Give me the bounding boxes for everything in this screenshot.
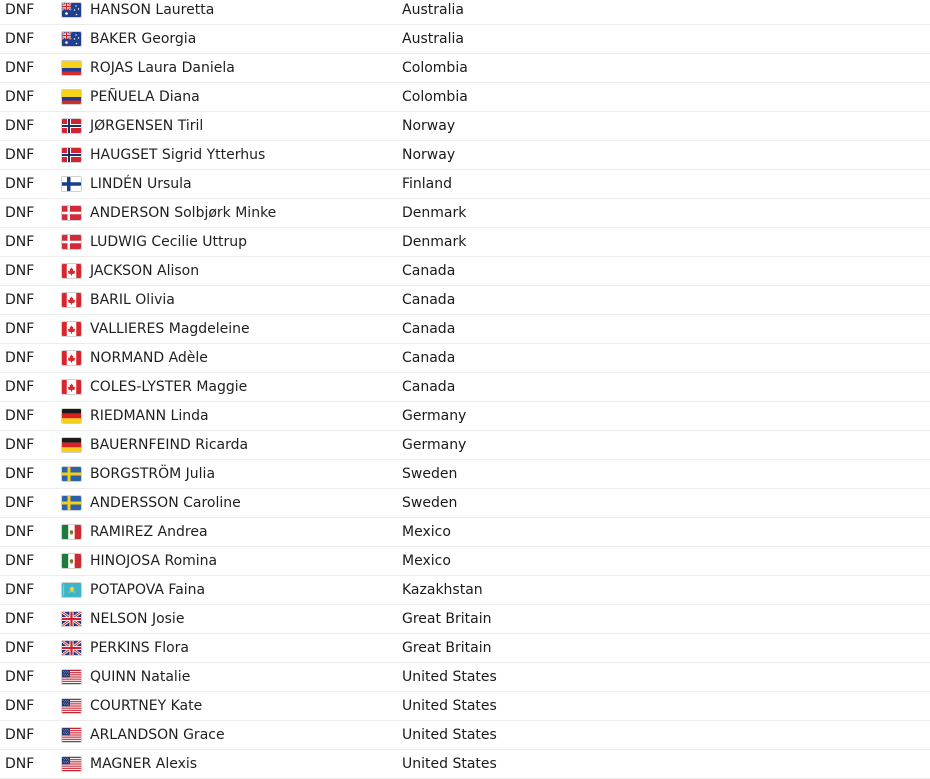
table-row bbox=[0, 576, 930, 605]
rank-cell: DNF bbox=[5, 698, 35, 714]
team-name-link[interactable]: Sweden bbox=[402, 466, 458, 482]
table-row bbox=[0, 141, 930, 170]
rank-cell: DNF bbox=[5, 756, 35, 772]
rider-name-link[interactable]: ARLANDSON Grace bbox=[90, 727, 225, 743]
united-states-flag-icon bbox=[62, 757, 81, 771]
rider-name-link[interactable]: NORMAND Adèle bbox=[90, 350, 208, 366]
rider-name-link[interactable]: BARIL Olivia bbox=[90, 292, 175, 308]
team-name-link[interactable]: United States bbox=[402, 669, 497, 685]
rider-name-link[interactable]: LINDÉN Ursula bbox=[90, 176, 192, 192]
rider-name-link[interactable]: VALLIERES Magdeleine bbox=[90, 321, 250, 337]
table-row bbox=[0, 344, 930, 373]
table-row bbox=[0, 286, 930, 315]
rider-name-link[interactable]: ANDERSON Solbjørk Minke bbox=[90, 205, 277, 221]
rank-cell: DNF bbox=[5, 89, 35, 105]
rank-cell: DNF bbox=[5, 611, 35, 627]
table-row bbox=[0, 489, 930, 518]
rider-name-link[interactable]: HANSON Lauretta bbox=[90, 2, 215, 18]
team-name-link[interactable]: Canada bbox=[402, 379, 456, 395]
rider-name-link[interactable]: NELSON Josie bbox=[90, 611, 185, 627]
rider-name-link[interactable]: RAMIREZ Andrea bbox=[90, 524, 208, 540]
rank-cell: DNF bbox=[5, 495, 35, 511]
rank-cell: DNF bbox=[5, 292, 35, 308]
team-name-link[interactable]: United States bbox=[402, 756, 497, 772]
rank-cell: DNF bbox=[5, 31, 35, 47]
rider-name-link[interactable]: JACKSON Alison bbox=[90, 263, 200, 279]
team-name-link[interactable]: Canada bbox=[402, 292, 456, 308]
sweden-flag-icon bbox=[62, 496, 81, 510]
table-row bbox=[0, 257, 930, 286]
table-row bbox=[0, 0, 930, 25]
table-row bbox=[0, 112, 930, 141]
rider-name-link[interactable]: COLES-LYSTER Maggie bbox=[90, 379, 248, 395]
germany-flag-icon bbox=[62, 438, 81, 452]
table-row bbox=[0, 750, 930, 779]
rider-name-link[interactable]: PERKINS Flora bbox=[90, 640, 189, 656]
team-name-link[interactable]: Denmark bbox=[402, 205, 467, 221]
rider-name-link[interactable]: HAUGSET Sigrid Ytterhus bbox=[90, 147, 266, 163]
rider-name-link[interactable]: BAKER Georgia bbox=[90, 31, 197, 47]
table-row bbox=[0, 634, 930, 663]
rank-cell: DNF bbox=[5, 727, 35, 743]
team-name-link[interactable]: Canada bbox=[402, 350, 456, 366]
rank-cell: DNF bbox=[5, 408, 35, 424]
rider-name-link[interactable]: COURTNEY Kate bbox=[90, 698, 203, 714]
australia-flag-icon bbox=[62, 3, 81, 17]
denmark-flag-icon bbox=[62, 206, 81, 220]
team-name-link[interactable]: Mexico bbox=[402, 524, 451, 540]
team-name-link[interactable]: Finland bbox=[402, 176, 453, 192]
rider-name-link[interactable]: MAGNER Alexis bbox=[90, 756, 198, 772]
canada-flag-icon bbox=[62, 293, 81, 307]
team-name-link[interactable]: Germany bbox=[402, 437, 467, 453]
team-name-link[interactable]: Germany bbox=[402, 408, 467, 424]
table-row bbox=[0, 663, 930, 692]
rider-name-link[interactable]: LUDWIG Cecilie Uttrup bbox=[90, 234, 247, 250]
rank-cell: DNF bbox=[5, 640, 35, 656]
team-name-link[interactable]: Great Britain bbox=[402, 640, 492, 656]
colombia-flag-icon bbox=[62, 61, 81, 75]
team-name-link[interactable]: Canada bbox=[402, 321, 456, 337]
team-name-link[interactable]: United States bbox=[402, 727, 497, 743]
rank-cell: DNF bbox=[5, 60, 35, 76]
rank-cell: DNF bbox=[5, 2, 35, 18]
team-name-link[interactable]: Colombia bbox=[402, 60, 468, 76]
kazakhstan-flag-icon bbox=[62, 583, 81, 597]
finland-flag-icon bbox=[62, 177, 81, 191]
rider-name-link[interactable]: HINOJOSA Romina bbox=[90, 553, 218, 569]
rank-cell: DNF bbox=[5, 669, 35, 685]
rank-cell: DNF bbox=[5, 147, 35, 163]
rider-name-link[interactable]: BAUERNFEIND Ricarda bbox=[90, 437, 249, 453]
rider-name-link[interactable]: BORGSTRÖM Julia bbox=[90, 466, 216, 482]
germany-flag-icon bbox=[62, 409, 81, 423]
rider-name-link[interactable]: ANDERSSON Caroline bbox=[90, 495, 241, 511]
table-row bbox=[0, 460, 930, 489]
table-row bbox=[0, 431, 930, 460]
rank-cell: DNF bbox=[5, 118, 35, 134]
rank-cell: DNF bbox=[5, 234, 35, 250]
rank-cell: DNF bbox=[5, 379, 35, 395]
team-name-link[interactable]: Denmark bbox=[402, 234, 467, 250]
rider-name-link[interactable]: POTAPOVA Faina bbox=[90, 582, 206, 598]
team-name-link[interactable]: Mexico bbox=[402, 553, 451, 569]
rider-name-link[interactable]: QUINN Natalie bbox=[90, 669, 191, 685]
table-row bbox=[0, 54, 930, 83]
table-row bbox=[0, 721, 930, 750]
norway-flag-icon bbox=[62, 119, 81, 133]
table-row bbox=[0, 83, 930, 112]
canada-flag-icon bbox=[62, 322, 81, 336]
united-states-flag-icon bbox=[62, 670, 81, 684]
great-britain-flag-icon bbox=[62, 641, 81, 655]
rank-cell: DNF bbox=[5, 553, 35, 569]
australia-flag-icon bbox=[62, 32, 81, 46]
team-name-link[interactable]: Kazakhstan bbox=[402, 582, 483, 598]
norway-flag-icon bbox=[62, 148, 81, 162]
table-row bbox=[0, 547, 930, 576]
table-row bbox=[0, 373, 930, 402]
team-name-link[interactable]: Norway bbox=[402, 147, 456, 163]
team-name-link[interactable]: Sweden bbox=[402, 495, 458, 511]
rider-name-link[interactable]: ROJAS Laura Daniela bbox=[90, 60, 235, 76]
rank-cell: DNF bbox=[5, 350, 35, 366]
sweden-flag-icon bbox=[62, 467, 81, 481]
rank-cell: DNF bbox=[5, 582, 35, 598]
team-name-link[interactable]: Norway bbox=[402, 118, 456, 134]
rank-cell: DNF bbox=[5, 263, 35, 279]
canada-flag-icon bbox=[62, 380, 81, 394]
table-row bbox=[0, 228, 930, 257]
table-row bbox=[0, 402, 930, 431]
table-row bbox=[0, 692, 930, 721]
rank-cell: DNF bbox=[5, 524, 35, 540]
team-name-link[interactable]: Colombia bbox=[402, 89, 468, 105]
table-row bbox=[0, 25, 930, 54]
table-row bbox=[0, 315, 930, 344]
table-row bbox=[0, 170, 930, 199]
table-row bbox=[0, 605, 930, 634]
mexico-flag-icon bbox=[62, 525, 81, 539]
team-name-link[interactable]: United States bbox=[402, 698, 497, 714]
rank-cell: DNF bbox=[5, 466, 35, 482]
canada-flag-icon bbox=[62, 264, 81, 278]
rider-name-link[interactable]: JØRGENSEN Tiril bbox=[90, 118, 204, 134]
team-name-link[interactable]: Australia bbox=[402, 2, 464, 18]
united-states-flag-icon bbox=[62, 728, 81, 742]
mexico-flag-icon bbox=[62, 554, 81, 568]
rank-cell: DNF bbox=[5, 176, 35, 192]
table-row bbox=[0, 518, 930, 547]
table-row bbox=[0, 199, 930, 228]
team-name-link[interactable]: Canada bbox=[402, 263, 456, 279]
colombia-flag-icon bbox=[62, 90, 81, 104]
rider-name-link[interactable]: RIEDMANN Linda bbox=[90, 408, 209, 424]
canada-flag-icon bbox=[62, 351, 81, 365]
team-name-link[interactable]: Australia bbox=[402, 31, 464, 47]
great-britain-flag-icon bbox=[62, 612, 81, 626]
rank-cell: DNF bbox=[5, 321, 35, 337]
team-name-link[interactable]: Great Britain bbox=[402, 611, 492, 627]
denmark-flag-icon bbox=[62, 235, 81, 249]
rank-cell: DNF bbox=[5, 205, 35, 221]
rider-name-link[interactable]: PEÑUELA Diana bbox=[90, 89, 200, 105]
united-states-flag-icon bbox=[62, 699, 81, 713]
rank-cell: DNF bbox=[5, 437, 35, 453]
